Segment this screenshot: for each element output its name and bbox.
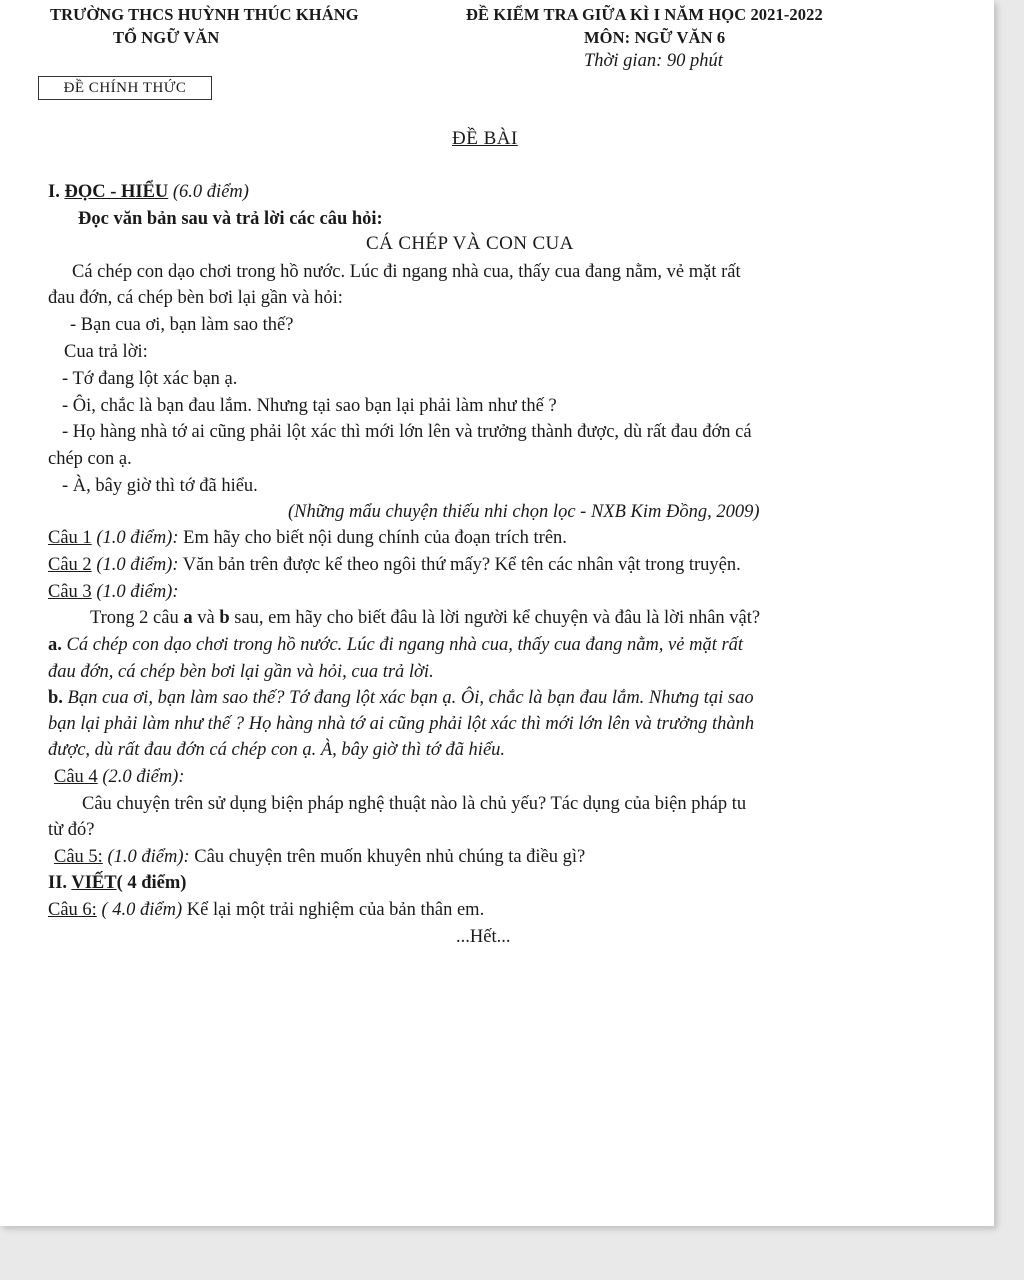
question-1 bbox=[48, 526, 567, 550]
section1-heading: I. ĐỌC - HIỂU bbox=[48, 182, 169, 202]
q3-intro-text: và bbox=[192, 608, 220, 628]
q3-a-label: a. bbox=[48, 635, 62, 655]
section1-heading-line bbox=[48, 180, 249, 204]
end-marker: ...Hết... bbox=[456, 927, 511, 947]
q3-intro-a: a bbox=[183, 608, 193, 628]
q2-text: Văn bản trên được kể theo ngôi thứ mấy? Kể tên các nhân vật trong truyện. bbox=[178, 555, 741, 575]
q3-b-label: b. bbox=[48, 688, 63, 708]
section2-prefix: II. bbox=[48, 873, 72, 893]
q3-b-line: Bạn cua ơi, bạn làm sao thế? Tớ đang lột xác bạn ạ. Ôi, chắc là bạn đau lắm. Nhưng tại sao bbox=[62, 688, 754, 708]
q4-points: (2.0 điểm): bbox=[97, 767, 185, 787]
q6-points: ( 4.0 điểm) bbox=[96, 900, 183, 920]
school-name: TRƯỜNG THCS HUỲNH THÚC KHÁNG bbox=[50, 5, 359, 24]
story-line: - Họ hàng nhà tớ ai cũng phải lột xác thì mới lớn lên và trưởng thành được, dù rất đau đớn cá bbox=[62, 422, 752, 442]
story-line: Cá chép con dạo chơi trong hồ nước. Lúc đi ngang nhà cua, thấy cua đang nằm, vẻ mặt rất bbox=[72, 262, 741, 282]
q5-text: Câu chuyện trên muốn khuyên nhủ chúng ta điều gì? bbox=[189, 847, 586, 867]
q3-b-line: bạn lại phải làm như thế ? Họ hàng nhà tớ ai cũng phải lột xác thì mới lớn lên và trưởng thành bbox=[48, 714, 755, 734]
section1-points: (6.0 điểm) bbox=[172, 182, 249, 202]
q4-line: Câu chuyện trên sử dụng biện pháp nghệ thuật nào là chủ yếu? Tác dụng của biện pháp tu bbox=[82, 794, 747, 814]
section2-heading: VIẾT bbox=[71, 873, 117, 893]
q4-label: Câu 4 bbox=[54, 767, 98, 787]
q3-intro-text: sau, em hãy cho biết đâu là lời người kể chuyện và đâu là lời nhân vật? bbox=[229, 608, 761, 628]
question-5 bbox=[54, 845, 585, 869]
story-line: - Ôi, chắc là bạn đau lắm. Nhưng tại sao bạn lại phải làm như thế ? bbox=[62, 396, 557, 416]
department-name: TỔ NGỮ VĂN bbox=[113, 28, 220, 47]
story-source: (Những mẩu chuyện thiếu nhi chọn lọc - NXB Kim Đồng, 2009) bbox=[288, 502, 760, 522]
q5-label: Câu 5: bbox=[54, 847, 103, 867]
story-title: CÁ CHÉP VÀ CON CUA bbox=[366, 233, 574, 254]
page-title: ĐỀ BÀI bbox=[452, 128, 518, 149]
q3-b-line: được, dù rất đau đớn cá chép con ạ. À, bây giờ thì tớ đã hiểu. bbox=[48, 740, 506, 760]
question-6 bbox=[48, 898, 484, 922]
q2-label: Câu 2 bbox=[48, 555, 92, 575]
q3-intro bbox=[90, 606, 760, 630]
exam-subject: MÔN: NGỮ VĂN 6 bbox=[584, 28, 726, 47]
q3-option-b bbox=[48, 686, 754, 710]
section2-heading-line bbox=[48, 871, 186, 895]
story-line: chép con ạ. bbox=[48, 449, 132, 469]
exam-time: Thời gian: 90 phút bbox=[584, 51, 723, 71]
q4-line: từ đó? bbox=[48, 820, 95, 840]
q3-intro-b: b bbox=[219, 608, 230, 628]
q1-label: Câu 1 bbox=[48, 528, 92, 548]
q3-label: Câu 3 bbox=[48, 582, 92, 602]
q1-text: Em hãy cho biết nội dung chính của đoạn trích trên. bbox=[178, 528, 567, 548]
question-2 bbox=[48, 553, 741, 577]
q5-points: (1.0 điểm): bbox=[102, 847, 190, 867]
q3-a-line: Cá chép con dạo chơi trong hồ nước. Lúc đi ngang nhà cua, thấy cua đang nằm, vẻ mặt rất bbox=[61, 635, 744, 655]
q3-points: (1.0 điểm): bbox=[91, 582, 179, 602]
story-line: - Bạn cua ơi, bạn làm sao thế? bbox=[70, 315, 294, 335]
q1-points: (1.0 điểm): bbox=[91, 528, 179, 548]
q6-label: Câu 6: bbox=[48, 900, 97, 920]
section1-heading-text: ĐỌC - HIỂU bbox=[64, 182, 169, 202]
q3-intro-text: Trong 2 câu bbox=[90, 608, 184, 628]
story-line: - Tớ đang lột xác bạn ạ. bbox=[62, 369, 238, 389]
q2-points: (1.0 điểm): bbox=[91, 555, 179, 575]
story-line: - À, bây giờ thì tớ đã hiểu. bbox=[62, 476, 258, 496]
story-line: đau đớn, cá chép bèn bơi lại gần và hỏi: bbox=[48, 288, 343, 308]
q3-option-a bbox=[48, 633, 743, 657]
q6-text: Kể lại một trải nghiệm của bản thân em. bbox=[182, 900, 485, 920]
official-badge: ĐỀ CHÍNH THỨC bbox=[38, 76, 212, 100]
q3-a-line: đau đớn, cá chép bèn bơi lại gần và hỏi, cua trả lời. bbox=[48, 662, 434, 682]
section1-instruction: Đọc văn bản sau và trả lời các câu hỏi: bbox=[78, 209, 383, 229]
question-3 bbox=[48, 580, 179, 604]
section2-points: ( 4 điểm) bbox=[116, 873, 187, 893]
story-line: Cua trả lời: bbox=[64, 342, 148, 362]
exam-title: ĐỀ KIỂM TRA GIỮA KÌ I NĂM HỌC 2021-2022 bbox=[466, 5, 823, 24]
question-4 bbox=[54, 765, 185, 789]
